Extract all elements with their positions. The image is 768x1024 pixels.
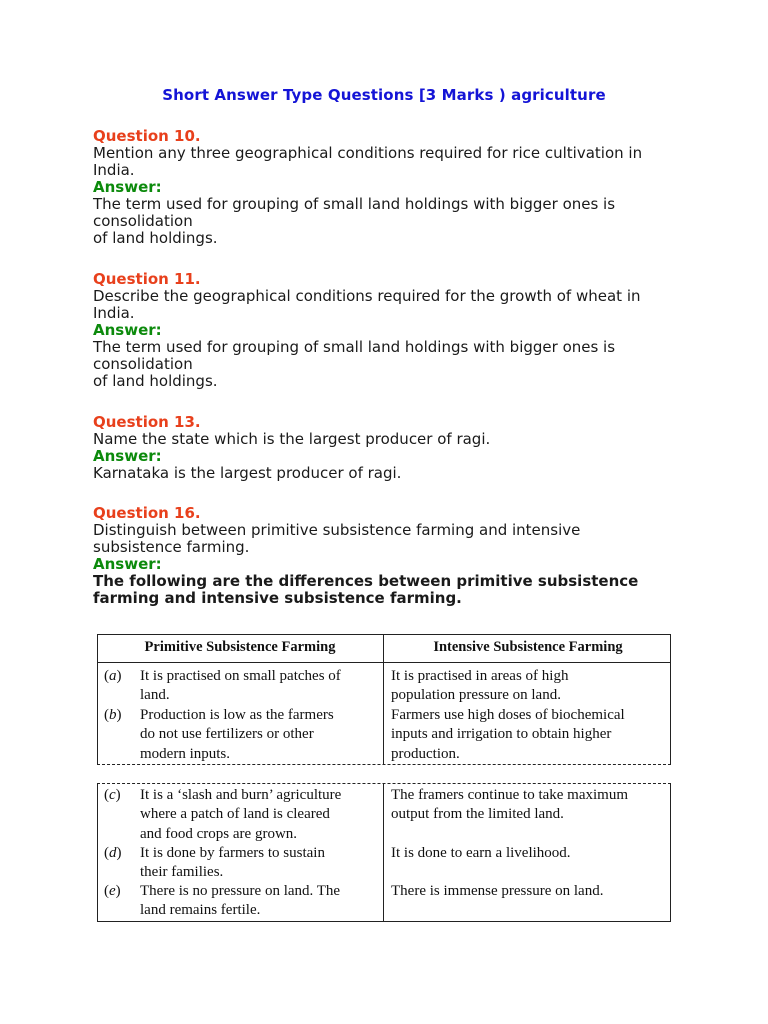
- question-text: Describe the geographical conditions required for the growth of wheat in India.: [93, 287, 641, 322]
- column-divider: [383, 634, 384, 765]
- answer-text: The term used for grouping of small land holdings with bigger ones is consolidation of land holdings.: [93, 338, 616, 390]
- answer-label: Answer:: [93, 555, 162, 573]
- row-tag: (a): [104, 668, 122, 684]
- header-intensive: Intensive Subsistence Farming: [433, 639, 623, 655]
- primitive-cell: It is done by farmers to sustain their families.: [140, 845, 325, 881]
- intensive-cell: Farmers use high doses of biochemical inputs and irrigation to obtain higher production.: [391, 707, 625, 762]
- intensive-cell: It is done to earn a livelihood.: [391, 845, 571, 861]
- question-label: Question 10.: [93, 127, 201, 145]
- question-label: Question 13.: [93, 413, 201, 431]
- answer-text: The following are the differences between primitive subsistence farming and intensive subsistence farming.: [93, 572, 639, 607]
- column-divider: [383, 783, 384, 922]
- question-text: Name the state which is the largest producer of ragi.: [93, 430, 491, 448]
- answer-text: Karnataka is the largest producer of ragi.: [93, 464, 402, 482]
- page-title: Short Answer Type Questions [3 Marks ) agriculture: [162, 86, 606, 104]
- intensive-cell: It is practised in areas of high population pressure on land.: [391, 668, 569, 704]
- primitive-cell: It is a ‘slash and burn’ agriculture where a patch of land is cleared and food crops are grown.: [140, 787, 342, 842]
- question-block-13: [93, 414, 693, 482]
- comparison-table-part-2: [97, 783, 671, 922]
- intensive-cell: There is immense pressure on land.: [391, 883, 604, 899]
- primitive-cell: It is practised on small patches of land.: [140, 668, 341, 704]
- comparison-table-part-1: [97, 634, 671, 765]
- question-label: Question 11.: [93, 270, 201, 288]
- primitive-cell: There is no pressure on land. The land remains fertile.: [140, 883, 341, 919]
- row-tag: (b): [104, 707, 122, 723]
- row-tag: (c): [104, 787, 121, 803]
- question-block-11: [93, 271, 693, 390]
- answer-label: Answer:: [93, 447, 162, 465]
- row-tag: (e): [104, 883, 121, 899]
- question-text: Distinguish between primitive subsistence farming and intensive subsistence farming.: [93, 521, 581, 556]
- question-text: Mention any three geographical conditions required for rice cultivation in India.: [93, 144, 643, 179]
- answer-label: Answer:: [93, 321, 162, 339]
- primitive-cell: Production is low as the farmers do not use fertilizers or other modern inputs.: [140, 707, 334, 762]
- question-label: Question 16.: [93, 504, 201, 522]
- header-divider: [97, 662, 671, 663]
- answer-text: The term used for grouping of small land holdings with bigger ones is consolidation of land holdings.: [93, 195, 616, 247]
- row-tag: (d): [104, 845, 122, 861]
- intensive-cell: The framers continue to take maximum output from the limited land.: [391, 787, 629, 823]
- question-block-16: [93, 505, 693, 607]
- header-primitive: Primitive Subsistence Farming: [144, 639, 336, 655]
- question-block-10: [93, 128, 693, 247]
- answer-label: Answer:: [93, 178, 162, 196]
